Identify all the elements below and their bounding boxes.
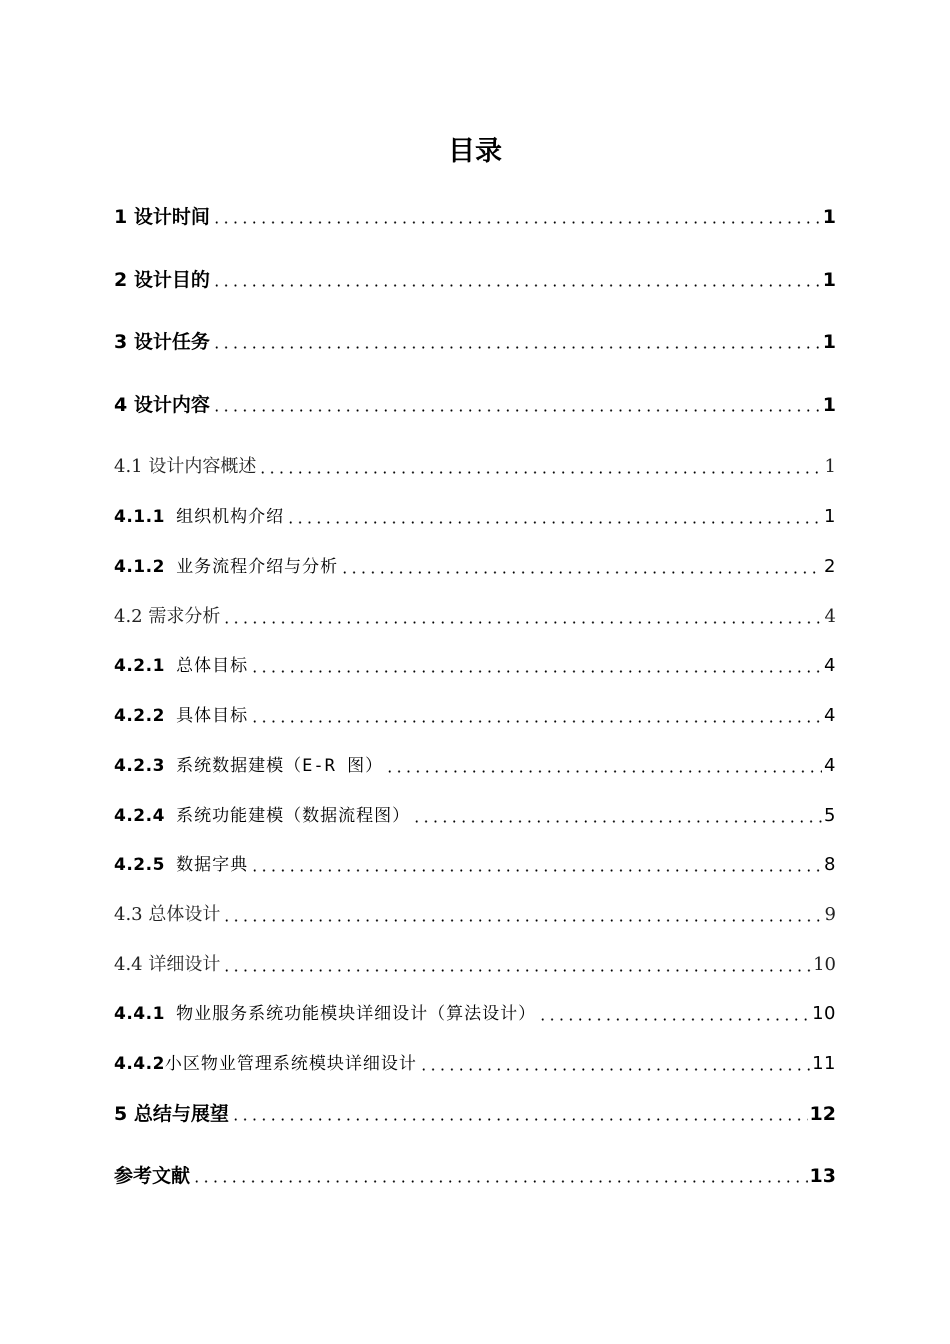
- toc-entry-page: 1: [822, 331, 836, 353]
- toc-entry-label: 参考文献: [114, 1165, 191, 1187]
- toc-entry-label: 4.4 详细设计: [114, 954, 221, 975]
- toc-entry-page: 10: [813, 954, 836, 975]
- toc-entry-page: 5: [824, 805, 836, 826]
- dot-leader: [222, 621, 822, 624]
- dot-leader: [212, 284, 821, 287]
- toc-entry[interactable]: [114, 1049, 836, 1079]
- toc-entry-label: 4.4.2小区物业管理系统模块详细设计: [114, 1054, 417, 1074]
- toc-entry[interactable]: [114, 999, 836, 1029]
- dot-leader: [385, 770, 822, 773]
- toc-entry-page: 4: [824, 705, 836, 726]
- toc-entry[interactable]: [114, 651, 836, 681]
- toc-entry-label: 2 设计目的: [114, 269, 210, 291]
- dot-leader: [250, 869, 822, 872]
- toc-entry-page: 4: [824, 655, 836, 676]
- toc-entry[interactable]: [114, 701, 836, 731]
- toc-entry-label: 5 总结与展望: [114, 1103, 229, 1125]
- toc-entry-label: 4.3 总体设计: [114, 904, 221, 925]
- toc-entry-page: 10: [812, 1003, 836, 1024]
- dot-leader: [192, 1180, 808, 1183]
- dot-leader: [222, 919, 822, 922]
- toc-entry[interactable]: [114, 900, 836, 930]
- toc-entry-page: 1: [822, 206, 836, 228]
- dot-leader: [212, 409, 821, 412]
- toc-entry-label: 4.2.1 总体目标: [114, 656, 249, 676]
- toc-entry-label: 4.2.4 系统功能建模（数据流程图）: [114, 806, 411, 826]
- toc-entry-page: 8: [824, 854, 836, 875]
- dot-leader: [419, 1068, 810, 1071]
- toc-entry[interactable]: [114, 850, 836, 880]
- toc-entry-page: 4: [824, 755, 836, 776]
- toc-entry-label: 4.4.1 物业服务系统功能模块详细设计（算法设计）: [114, 1004, 537, 1024]
- dot-leader: [258, 471, 822, 474]
- toc-entry-label: 4 设计内容: [114, 394, 210, 416]
- toc-entry[interactable]: [114, 552, 836, 582]
- dot-leader: [212, 346, 821, 349]
- dot-leader: [538, 1018, 810, 1021]
- dot-leader: [231, 1118, 808, 1121]
- toc-entry[interactable]: [114, 1099, 836, 1129]
- toc-entry[interactable]: [114, 265, 836, 295]
- dot-leader: [286, 521, 822, 524]
- toc-entry[interactable]: [114, 390, 836, 420]
- toc-entry-label: 3 设计任务: [114, 331, 210, 353]
- toc-entry-label: 4.2.2 具体目标: [114, 706, 249, 726]
- toc-entry[interactable]: [114, 502, 836, 532]
- toc-entry-page: 9: [824, 904, 836, 925]
- dot-leader: [212, 221, 821, 224]
- toc-entry-label: 4.1.1 组织机构介绍: [114, 507, 285, 527]
- toc-list: [114, 0, 836, 1344]
- toc-entry-page: 11: [812, 1053, 836, 1074]
- toc-entry-label: 4.2.3 系统数据建模（E-R 图）: [114, 756, 384, 776]
- toc-entry-page: 13: [809, 1165, 836, 1187]
- dot-leader: [250, 670, 822, 673]
- toc-entry[interactable]: [114, 801, 836, 831]
- toc-entry[interactable]: [114, 602, 836, 632]
- toc-entry-page: 1: [822, 269, 836, 291]
- toc-entry[interactable]: [114, 950, 836, 980]
- toc-entry-page: 12: [809, 1103, 836, 1125]
- toc-entry-page: 1: [824, 456, 836, 477]
- toc-entry[interactable]: [114, 1161, 836, 1191]
- toc-entry-page: 2: [824, 556, 836, 577]
- toc-entry-label: 4.2 需求分析: [114, 606, 221, 627]
- toc-entry-label: 1 设计时间: [114, 206, 210, 228]
- dot-leader: [340, 571, 822, 574]
- toc-entry-page: 4: [824, 606, 836, 627]
- toc-entry[interactable]: [114, 202, 836, 232]
- toc-entry-page: 1: [824, 506, 836, 527]
- toc-entry[interactable]: [114, 327, 836, 357]
- toc-entry[interactable]: [114, 452, 836, 482]
- toc-entry-label: 4.2.5 数据字典: [114, 855, 249, 875]
- toc-title: 目录: [448, 136, 502, 167]
- dot-leader: [412, 820, 822, 823]
- toc-entry-page: 1: [822, 394, 836, 416]
- toc-entry-label: 4.1.2 业务流程介绍与分析: [114, 557, 339, 577]
- dot-leader: [222, 969, 811, 972]
- dot-leader: [250, 720, 822, 723]
- toc-entry-label: 4.1 设计内容概述: [114, 456, 257, 477]
- toc-entry[interactable]: [114, 751, 836, 781]
